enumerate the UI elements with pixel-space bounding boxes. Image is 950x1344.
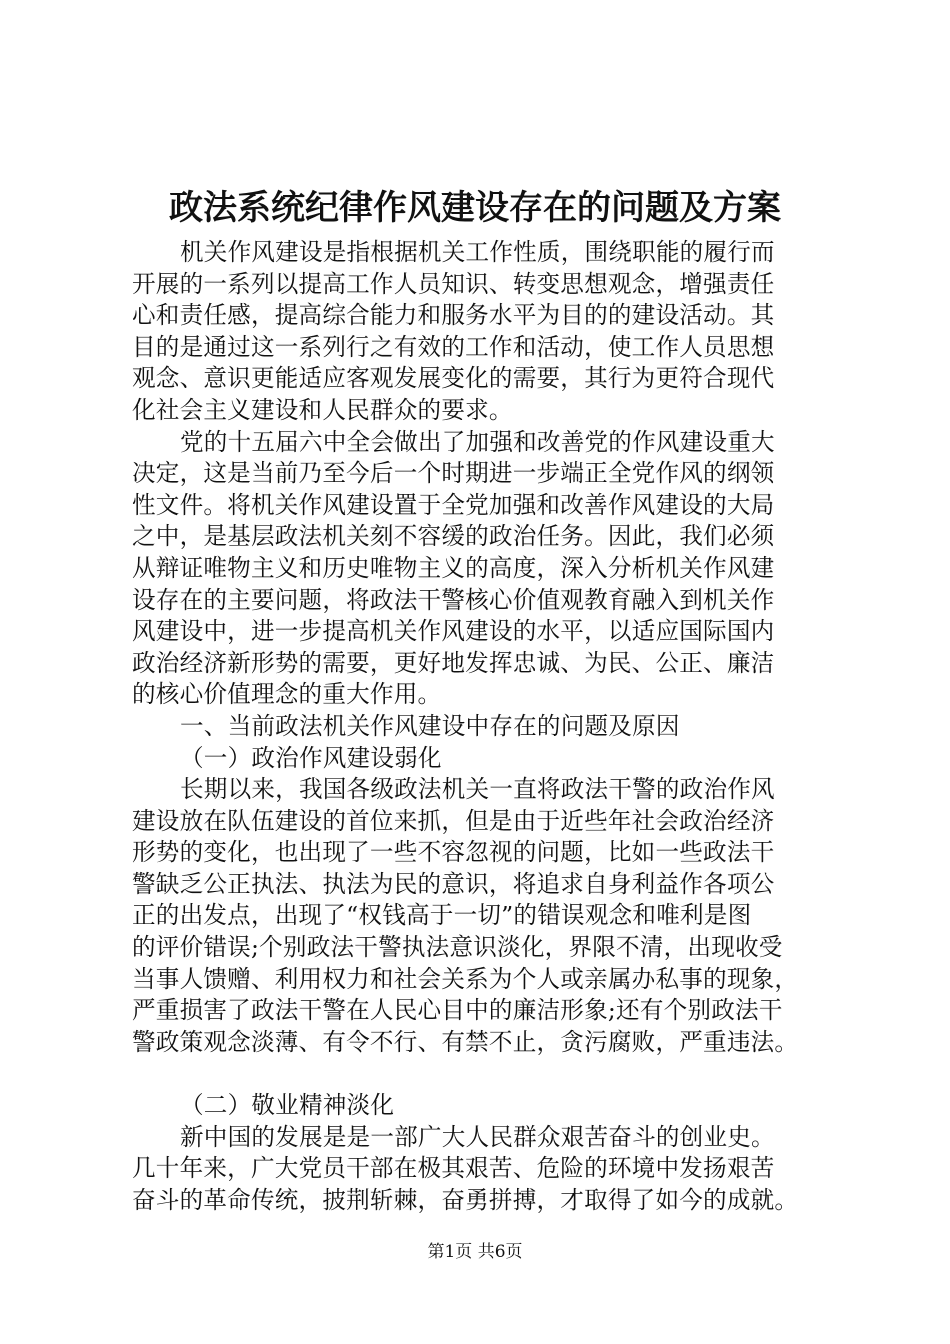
text-line: 的核心价值理念的重大作用。 (132, 680, 442, 709)
text-line: 的评价错误;个别政法干警执法意识淡化，界限不清，出现收受 (132, 933, 783, 962)
section-heading: 一、当前政法机关作风建设中存在的问题及原因 (180, 711, 680, 740)
text-line: 之中，是基层政法机关刻不容缓的政治任务。因此，我们必须 (132, 522, 775, 551)
text-line: 正的出发点，出现了“权钱高于一切”的错误观念和唯利是图 (132, 901, 752, 930)
page-footer: 第1页 共6页 (427, 1242, 523, 1262)
text-line: 观念、意识更能适应客观发展变化的需要，其行为更符合现代 (132, 364, 775, 393)
text-line: 党的十五届六中全会做出了加强和改善党的作风建设重大 (180, 427, 775, 456)
text-line: 决定，这是当前乃至今后一个时期进一步端正全党作风的纲领 (132, 459, 775, 488)
document-title: 政法系统纪律作风建设存在的问题及方案 (169, 188, 781, 228)
text-line: 化社会主义建设和人民群众的要求。 (132, 395, 513, 424)
text-line: 长期以来，我国各级政法机关一直将政法干警的政治作风 (180, 775, 775, 804)
text-line: 从辩证唯物主义和历史唯物主义的高度，深入分析机关作风建 (132, 553, 775, 582)
text-line: 目的是通过这一系列行之有效的工作和活动，使工作人员思想 (132, 332, 775, 361)
text-line: 形势的变化，也出现了一些不容忽视的问题，比如一些政法干 (132, 838, 775, 867)
document-body (132, 237, 832, 1216)
text-line: 建设放在队伍建设的首位来抓，但是由于近些年社会政治经济 (132, 806, 775, 835)
text-line: 奋斗的革命传统，披荆斩棘，奋勇拼搏，才取得了如今的成就。 (132, 1185, 799, 1214)
paragraph-gap (132, 1058, 832, 1090)
text-line: 严重损害了政法干警在人民心目中的廉洁形象;还有个别政法干 (132, 996, 783, 1025)
text-line: 机关作风建设是指根据机关工作性质，围绕职能的履行而 (180, 238, 775, 266)
text-line: 几十年来，广大党员干部在极其艰苦、危险的环境中发扬艰苦 (132, 1154, 775, 1183)
text-line: 风建设中，进一步提高机关作风建设的水平，以适应国际国内 (132, 617, 775, 646)
text-line: 新中国的发展是是一部广大人民群众艰苦奋斗的创业史。 (180, 1122, 775, 1151)
text-line: 心和责任感，提高综合能力和服务水平为目的的建设活动。其 (132, 301, 775, 330)
text-line: 性文件。将机关作风建设置于全党加强和改善作风建设的大局 (132, 490, 775, 519)
text-line: 当事人馈赠、利用权力和社会关系为个人或亲属办私事的现象， (132, 964, 799, 993)
subsection-heading: （二）敬业精神淡化 (180, 1091, 395, 1120)
text-line: 警政策观念淡薄、有令不行、有禁不止，贪污腐败，严重违法。 (132, 1027, 799, 1056)
subsection-heading: （一）政治作风建设弱化 (180, 743, 442, 772)
text-line: 开展的一系列以提高工作人员知识、转变思想观念，增强责任 (132, 269, 775, 298)
text-line: 政治经济新形势的需要，更好地发挥忠诚、为民、公正、廉洁 (132, 648, 775, 677)
text-line: 警缺乏公正执法、执法为民的意识，将追求自身利益作各项公 (132, 869, 775, 898)
text-line: 设存在的主要问题，将政法干警核心价值观教育融入到机关作 (132, 585, 775, 614)
